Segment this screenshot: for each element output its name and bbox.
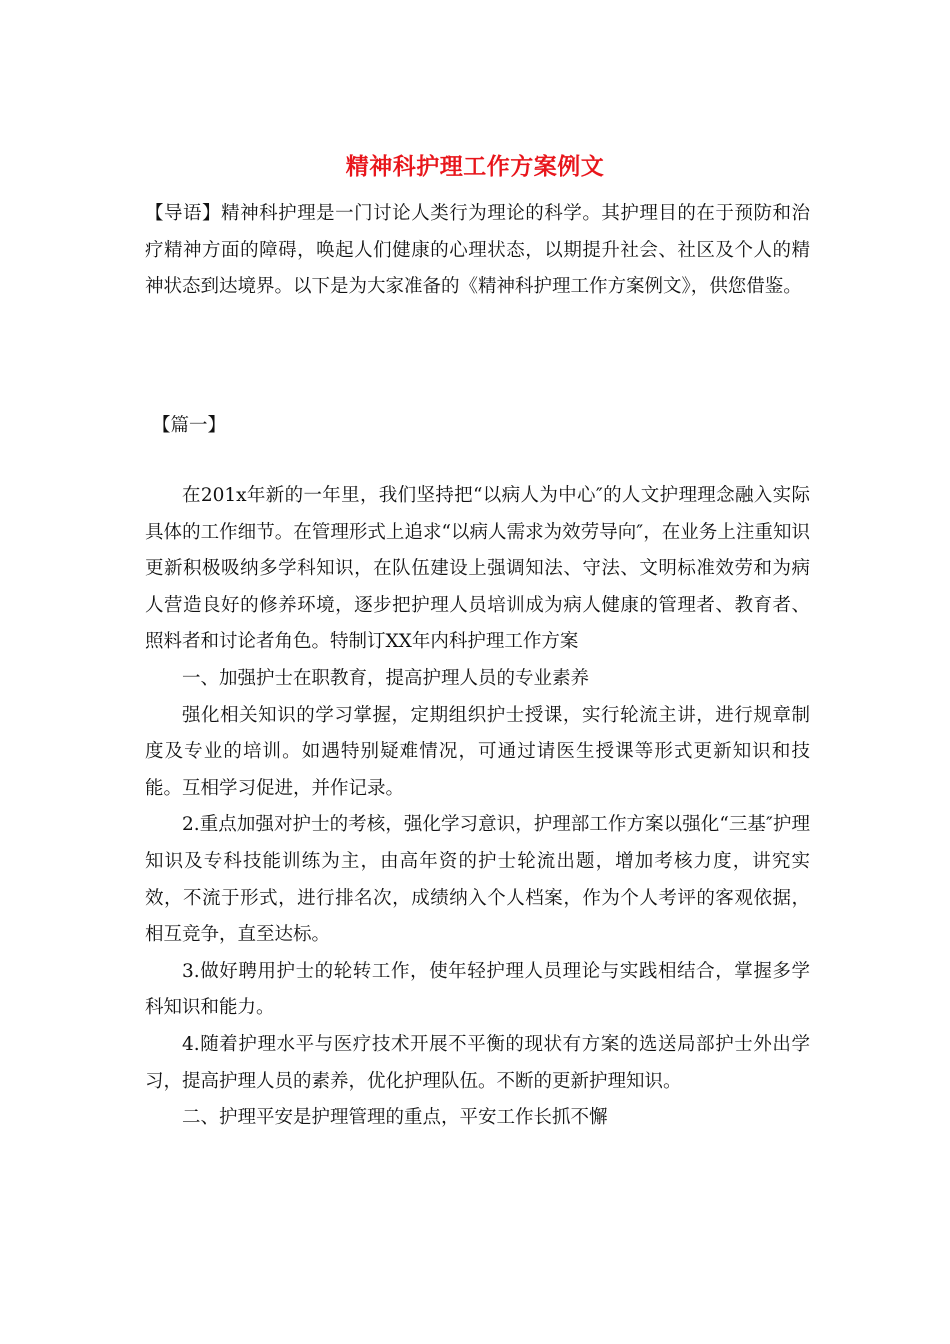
intro-paragraph: 【导语】精神科护理是一门讨论人类行为理论的科学。其护理目的在于预防和治疗精神方面的障碍，唤起人们健康的心理状态，以期提升社会、社区及个人的精神状态到达境界。以下是为大家准备的《精神科护理工作方案例文》，供您借鉴。 [145, 203, 810, 298]
paragraph: 3.做好聘用护士的轮转工作，使年轻护理人员理论与实践相结合，掌握多学科知识和能力。 [145, 960, 810, 1019]
paragraph: 强化相关知识的学习掌握，定期组织护士授课，实行轮流主讲，进行规章制度及专业的培训。如遇特别疑难情况，可通过请医生授课等形式更新知识和技能。互相学习促进，并作记录。 [145, 704, 810, 799]
paragraph: 2.重点加强对护士的考核，强化学习意识，护理部工作方案以强化“三基″护理知识及专科技能训练为主，由高年资的护士轮流出题，增加考核力度，讲究实效，不流于形式，进行排名次，成绩纳入个人档案，作为个人考评的客观依据，相互竞争，直至达标。 [145, 814, 810, 946]
paragraph: 在201x年新的一年里，我们坚持把“以病人为中心″的人文护理理念融入实际具体的工作细节。在管理形式上追求“以病人需求为效劳导向″，在业务上注重知识更新积极吸纳多学科知识，在队伍建设上强调知法、守法、文明标准效劳和为病人营造良好的修养环境，逐步把护理人员培训成为病人健康的管理者、教育者、照料者和讨论者角色。特制订XX年内科护理工作方案 [145, 485, 810, 653]
section-label: 【篇一】 [152, 415, 227, 436]
paragraph-heading: 一、加强护士在职教育，提高护理人员的专业素养 [182, 667, 590, 689]
paragraph: 4.随着护理水平与医疗技术开展不平衡的现状有方案的选送局部护士外出学习，提高护理人员的素养，优化护理队伍。不断的更新护理知识。 [145, 1033, 810, 1092]
document-title: 精神科护理工作方案例文 [345, 153, 605, 180]
paragraph-heading: 二、护理平安是护理管理的重点，平安工作长抓不懈 [182, 1107, 608, 1129]
body-text [145, 478, 810, 1137]
